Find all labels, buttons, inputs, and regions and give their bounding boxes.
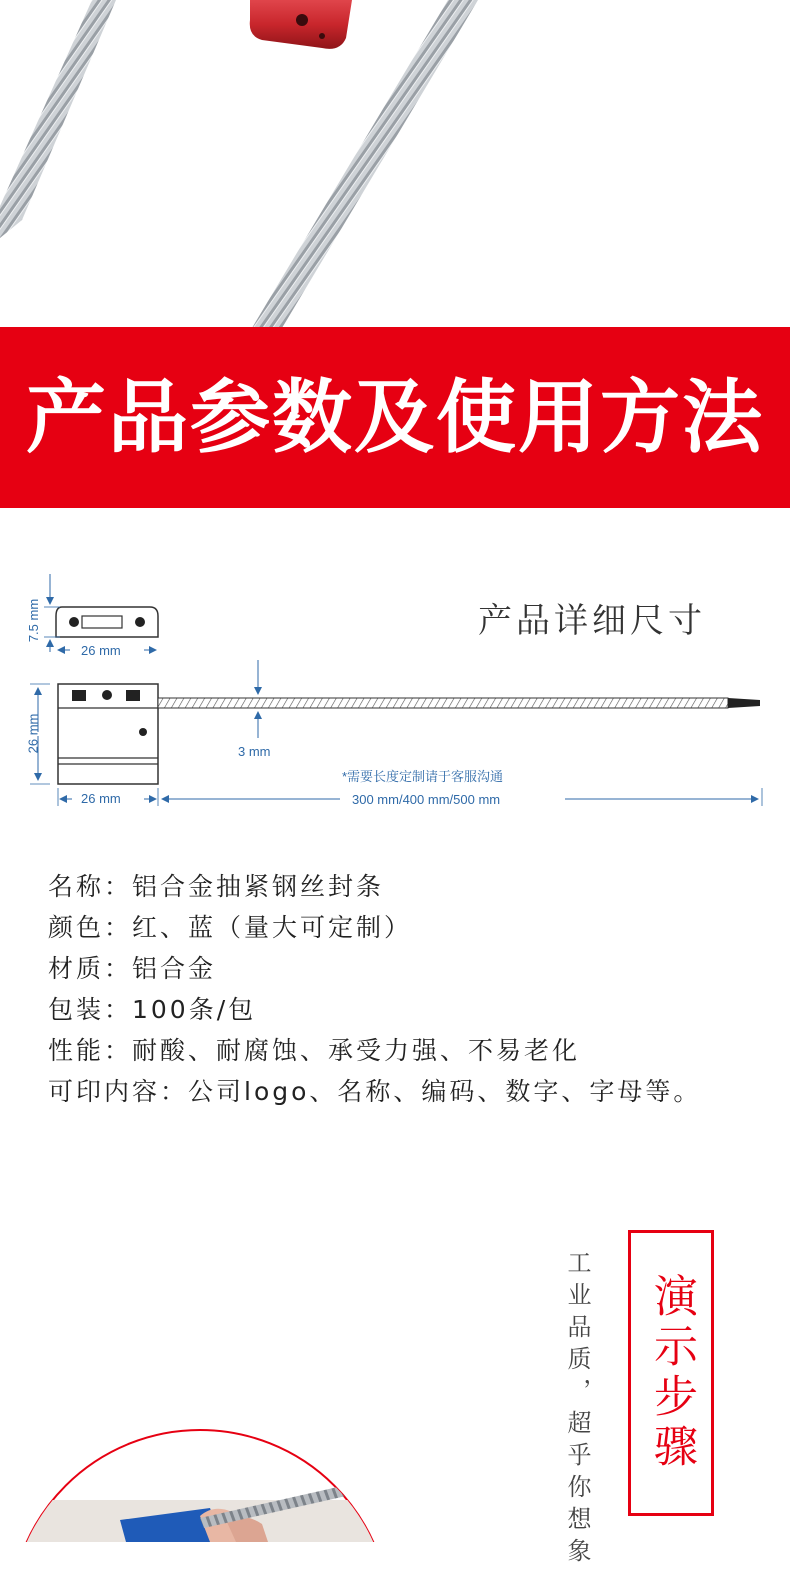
steel-cable-shape: [158, 698, 728, 708]
dim-body-height: 26 mm: [25, 713, 41, 754]
steel-cable-photo-icon: [0, 0, 790, 328]
hand-holding-seal-photo-icon: [0, 1420, 420, 1542]
demo-title-box: [628, 1230, 714, 1516]
dim-head-width: 26 mm: [81, 643, 121, 658]
dimension-diagram: [0, 560, 790, 820]
diagram-title: 产品详细尺寸: [478, 601, 706, 641]
demo-tagline: 工业品质，超乎你想象: [563, 1250, 591, 1570]
dim-cable-length: 300 mm/400 mm/500 mm: [352, 792, 501, 807]
demo-title: 演示步骤: [646, 1273, 697, 1473]
spec-packaging: 包装：100条/包: [48, 995, 257, 1024]
dim-cable-diameter: 3 mm: [238, 744, 271, 759]
spec-name: 名称：铝合金抽紧钢丝封条: [48, 872, 385, 901]
section-banner: [0, 327, 790, 508]
dim-body-width: 26 mm: [81, 791, 121, 806]
spec-color: 颜色：红、蓝（量大可定制）: [48, 913, 413, 942]
spec-printable: 可印内容：公司logo、名称、编码、数字、字母等。: [48, 1077, 702, 1106]
dim-custom-note: *需要长度定制请于客服沟通: [342, 769, 504, 784]
banner-title: 产品参数及使用方法: [26, 370, 764, 464]
hero-product-photo: [0, 0, 790, 328]
dim-head-height: 7.5 mm: [26, 598, 42, 643]
spec-list: [48, 866, 778, 1112]
spec-material: 材质：铝合金: [48, 954, 217, 983]
demo-photo: [0, 1420, 420, 1542]
spec-performance: 性能：耐酸、耐腐蚀、承受力强、不易老化: [48, 1036, 581, 1065]
